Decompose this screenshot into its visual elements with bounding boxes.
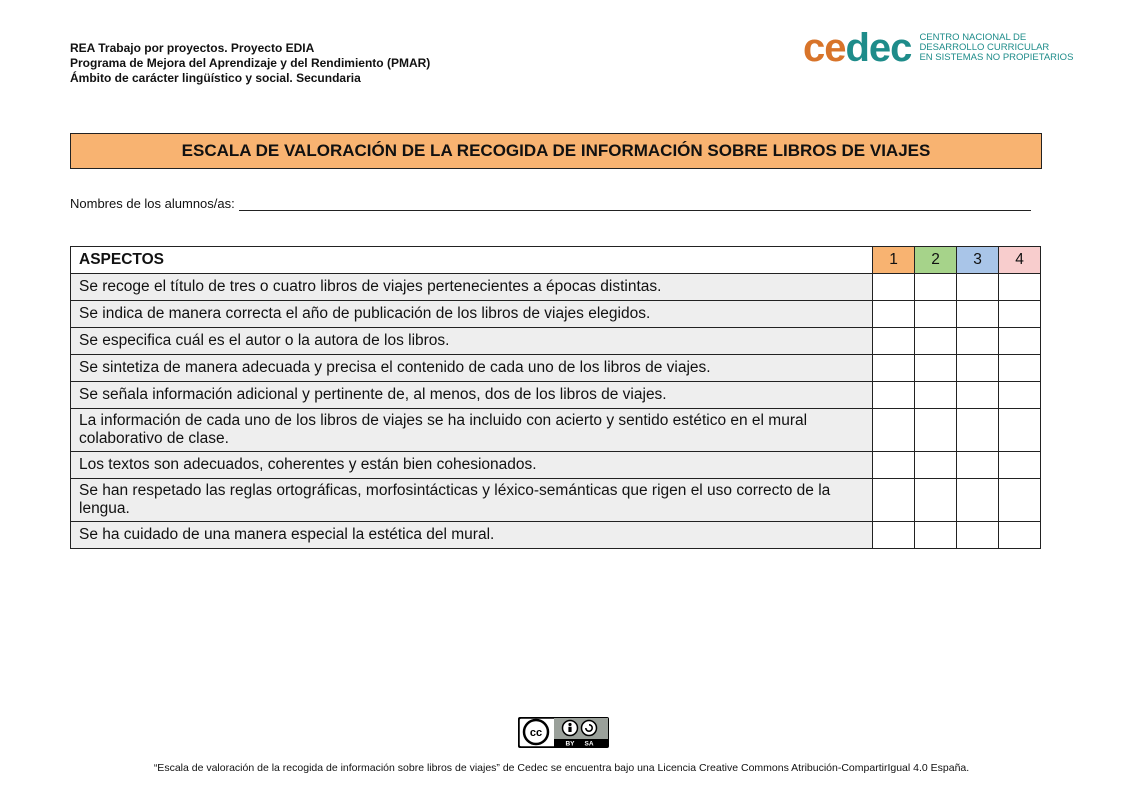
page-title: ESCALA DE VALORACIÓN DE LA RECOGIDA DE INFORMACIÓN SOBRE LIBROS DE VIAJES <box>70 133 1042 169</box>
header-line-2: Programa de Mejora del Aprendizaje y del Rendimiento (PMAR) <box>70 56 431 70</box>
aspect-text: Se ha cuidado de una manera especial la estética del mural. <box>71 522 873 549</box>
table-row <box>71 328 1041 355</box>
table-row <box>71 479 1041 522</box>
header-line-1: REA Trabajo por proyectos. Proyecto EDIA <box>70 41 315 55</box>
score-cell-1[interactable] <box>873 382 915 409</box>
badge-bottom-bar <box>554 739 608 747</box>
score-cell-1[interactable] <box>873 479 915 522</box>
document-header <box>70 41 430 86</box>
aspect-text: Se indica de manera correcta el año de publicación de los libros de viajes elegidos. <box>71 301 873 328</box>
score-cell-2[interactable] <box>915 274 957 301</box>
logo-word-part-2: dec <box>845 26 912 70</box>
names-field <box>70 196 1031 211</box>
header-line-3: Ámbito de carácter lingüístico y social. Secundaria <box>70 71 361 85</box>
score-cell-3[interactable] <box>957 274 999 301</box>
logo-sub-line-3: EN SISTEMAS NO PROPIETARIOS <box>919 52 1074 63</box>
score-cell-1[interactable] <box>873 301 915 328</box>
score-cell-4[interactable] <box>999 301 1041 328</box>
sa-icon <box>582 721 597 736</box>
logo-sub-line-2: DESARROLLO CURRICULAR <box>919 42 1050 53</box>
cedec-logo <box>803 28 1073 68</box>
table-row <box>71 274 1041 301</box>
badge-sa-label: SA <box>584 740 594 748</box>
score-cell-3[interactable] <box>957 355 999 382</box>
aspect-text: Los textos son adecuados, coherentes y están bien cohesionados. <box>71 452 873 479</box>
score-cell-3[interactable] <box>957 328 999 355</box>
table-header-row <box>71 247 1041 274</box>
score-cell-2[interactable] <box>915 409 957 452</box>
table-row <box>71 409 1041 452</box>
logo-wordmark <box>803 28 911 68</box>
logo-sub-line-1: CENTRO NACIONAL DE <box>919 32 1027 43</box>
by-icon-head <box>568 723 571 726</box>
score-cell-4[interactable] <box>999 274 1041 301</box>
table-row <box>71 355 1041 382</box>
by-icon-body <box>568 727 571 732</box>
aspect-text: La información de cada uno de los libros de viajes se ha incluido con acierto y sentido estético en el mural colaborativo de clase. <box>71 409 873 452</box>
badge-by-label: BY <box>565 740 575 748</box>
cc-icon-text: cc <box>529 727 543 739</box>
aspect-text: Se especifica cuál es el autor o la autora de los libros. <box>71 328 873 355</box>
table-row <box>71 382 1041 409</box>
score-cell-2[interactable] <box>915 328 957 355</box>
aspect-text: Se señala información adicional y pertinente de, al menos, dos de los libros de viajes. <box>71 382 873 409</box>
aspect-text: Se sintetiza de manera adecuada y precisa el contenido de cada uno de los libros de viajes. <box>71 355 873 382</box>
score-cell-2[interactable] <box>915 301 957 328</box>
score-cell-2[interactable] <box>915 382 957 409</box>
score-cell-2[interactable] <box>915 522 957 549</box>
score-header-4: 4 <box>999 247 1041 274</box>
license-footer: “Escala de valoración de la recogida de información sobre libros de viajes” de Cedec se encuentra bajo una Licencia Creative Commons Atribución-CompartirIgual 4.0 España. <box>153 762 970 774</box>
logo-subtitle <box>919 33 1073 63</box>
score-cell-4[interactable] <box>999 328 1041 355</box>
score-cell-3[interactable] <box>957 382 999 409</box>
score-cell-3[interactable] <box>957 452 999 479</box>
table-row <box>71 301 1041 328</box>
score-cell-3[interactable] <box>957 301 999 328</box>
names-blank-line[interactable] <box>239 196 1031 211</box>
score-cell-2[interactable] <box>915 452 957 479</box>
score-cell-3[interactable] <box>957 479 999 522</box>
score-cell-2[interactable] <box>915 355 957 382</box>
score-cell-4[interactable] <box>999 522 1041 549</box>
cc-by-sa-badge <box>518 717 609 748</box>
score-cell-1[interactable] <box>873 522 915 549</box>
aspect-text: Se recoge el título de tres o cuatro libros de viajes pertenecientes a épocas distintas. <box>71 274 873 301</box>
score-cell-1[interactable] <box>873 452 915 479</box>
table-row <box>71 522 1041 549</box>
score-header-3: 3 <box>957 247 999 274</box>
assessment-table <box>70 246 1041 549</box>
score-cell-4[interactable] <box>999 452 1041 479</box>
score-cell-1[interactable] <box>873 328 915 355</box>
score-header-2: 2 <box>915 247 957 274</box>
logo-word-part-1: ce <box>803 26 846 70</box>
score-cell-1[interactable] <box>873 409 915 452</box>
score-cell-1[interactable] <box>873 355 915 382</box>
score-cell-2[interactable] <box>915 479 957 522</box>
score-cell-3[interactable] <box>957 522 999 549</box>
aspects-header: ASPECTOS <box>71 247 873 274</box>
score-cell-4[interactable] <box>999 382 1041 409</box>
aspect-text: Se han respetado las reglas ortográficas, morfosintácticas y léxico-semánticas que rigen el uso correcto de la lengua. <box>71 479 873 522</box>
names-label: Nombres de los alumnos/as: <box>70 196 235 211</box>
score-cell-3[interactable] <box>957 409 999 452</box>
score-header-1: 1 <box>873 247 915 274</box>
table-row <box>71 452 1041 479</box>
score-cell-4[interactable] <box>999 409 1041 452</box>
score-cell-1[interactable] <box>873 274 915 301</box>
score-cell-4[interactable] <box>999 355 1041 382</box>
score-cell-4[interactable] <box>999 479 1041 522</box>
